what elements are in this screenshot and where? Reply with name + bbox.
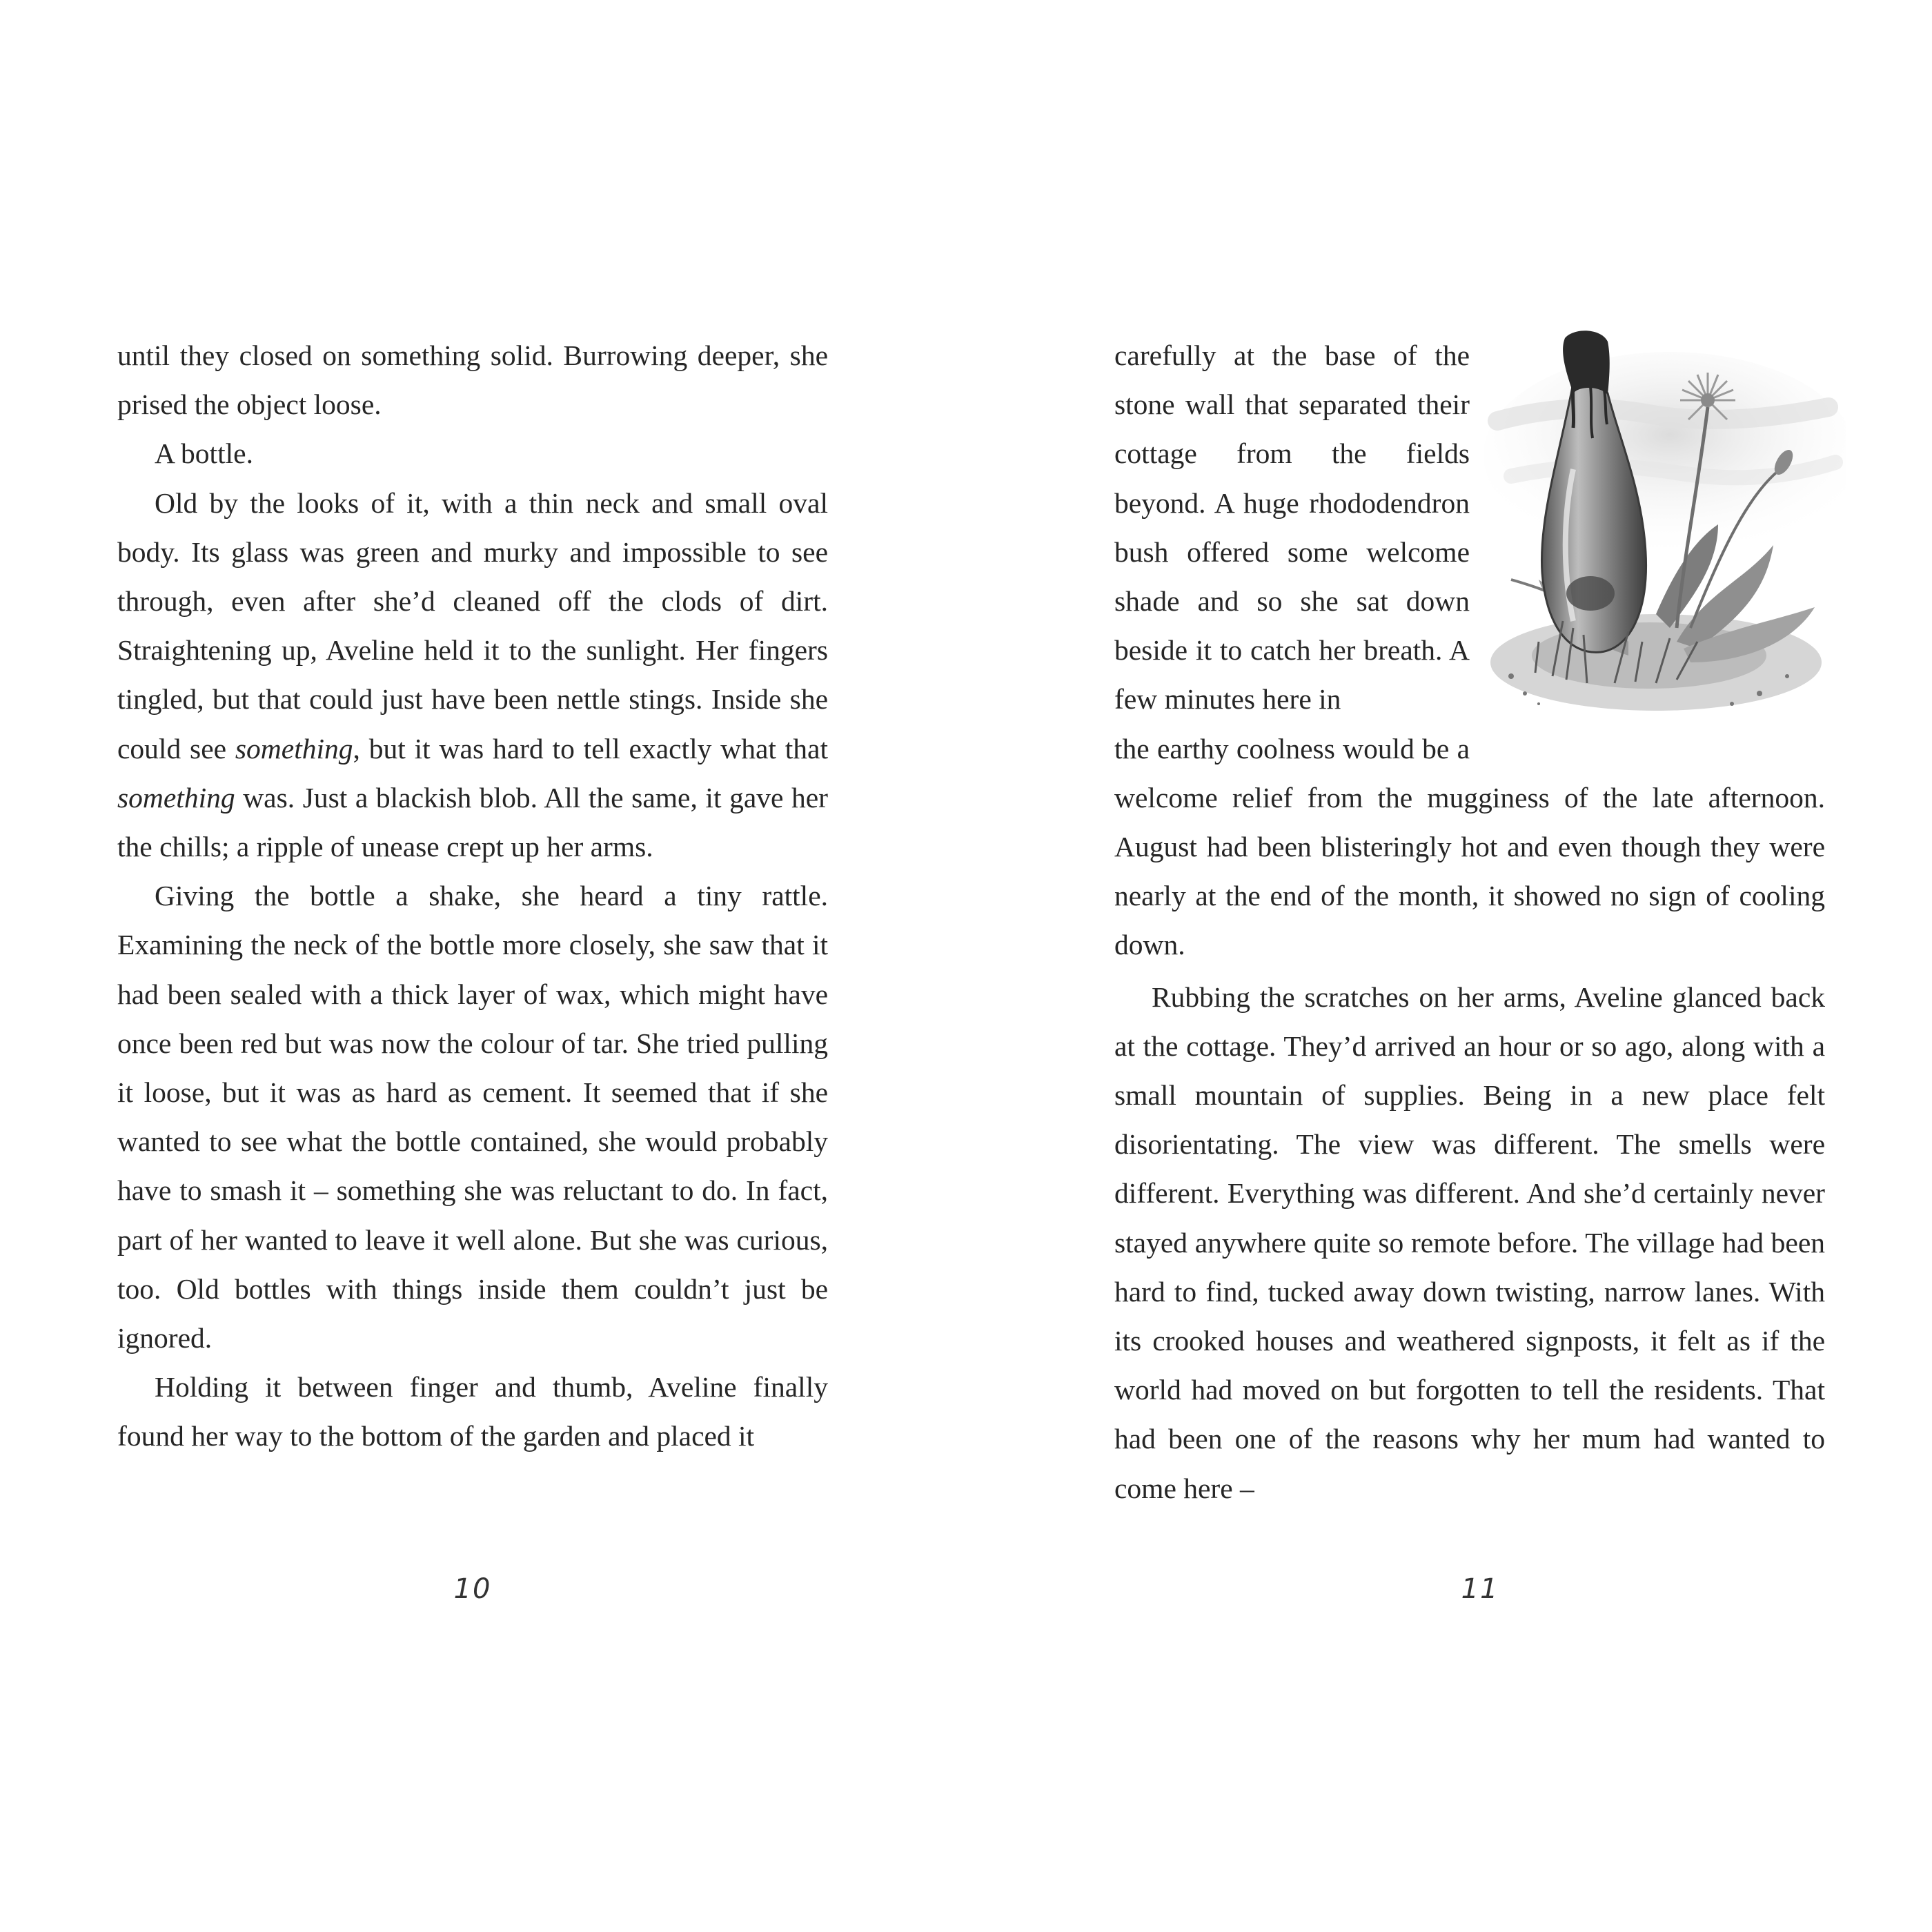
emphasis: something [235, 732, 353, 765]
text-run: Old by the looks of it, with a thin neck and small oval body. Its glass was green and murky and impossible to see through, even after she’d cleaned off the clods of dirt. Straightening up, Aveline held it to the sunlight. Her fingers tingled, but that could just have been nettle stings. Inside she could see [117, 486, 828, 765]
text-run: , but it was hard to tell exactly what that [353, 732, 828, 765]
paragraph: Holding it between finger and thumb, Aveline finally found her way to the bottom of the garden and placed it [117, 1371, 828, 1452]
left-text-column [117, 331, 828, 1461]
paragraph: carefully at the base of the stone wall that separated their cottage from the fields beyond. A huge rhododendron bush offered some welcome shade and so she sat down beside it to catch her breath. A few minutes here in [1114, 339, 1470, 716]
right-page [966, 0, 1932, 1932]
page-number: 10 [453, 1573, 492, 1605]
emphasis: something [117, 781, 235, 814]
bottle-dandelion-illustration-icon [1470, 317, 1846, 727]
paragraph: A bottle. [155, 437, 253, 470]
text-run: was. Just a blackish blob. All the same, it gave her the chills; a ripple of unease crept up her arms. [117, 781, 828, 863]
paragraph: Rubbing the scratches on her arms, Aveline glanced back at the cottage. They’d arrived an hour or so ago, along with a small mountain of supplies. Being in a new place felt disorientating. The view was different. The smells were different. Everything was different. And she’d certainly never stayed anywhere quite so remote before. The village had been hard to find, tucked away down twisting, narrow lanes. With its crooked houses and weathered signposts, it felt as if the world had moved on but forgotten to tell the residents. That had been one of the reasons why her mum had wanted to come here – [1114, 980, 1825, 1504]
paragraph [117, 479, 828, 872]
right-text-column [1114, 331, 1825, 1513]
page-number: 11 [1461, 1573, 1499, 1605]
paragraph: Giving the bottle a shake, she heard a tiny rattle. Examining the neck of the bottle more closely, she saw that it had been sealed with a thick layer of wax, which might have once been red but was now the colour of tar. She tried pulling it loose, but it was as hard as cement. It seemed that if she wanted to see what the bottle contained, she would probably have to smash it – something she was reluctant to do. In fact, part of her wanted to leave it well alone. But she was curious, too. Old bottles with things inside them couldn’t just be ignored. [117, 880, 828, 1354]
paragraph: the earthy coolness would be a welcome relief from the mugginess of the late afternoon. August had been blisteringly hot and even though they were nearly at the end of the month, it showed no sign of cooling down. [1114, 732, 1825, 961]
paragraph: until they closed on something solid. Burrowing deeper, she prised the object loose. [117, 339, 828, 421]
